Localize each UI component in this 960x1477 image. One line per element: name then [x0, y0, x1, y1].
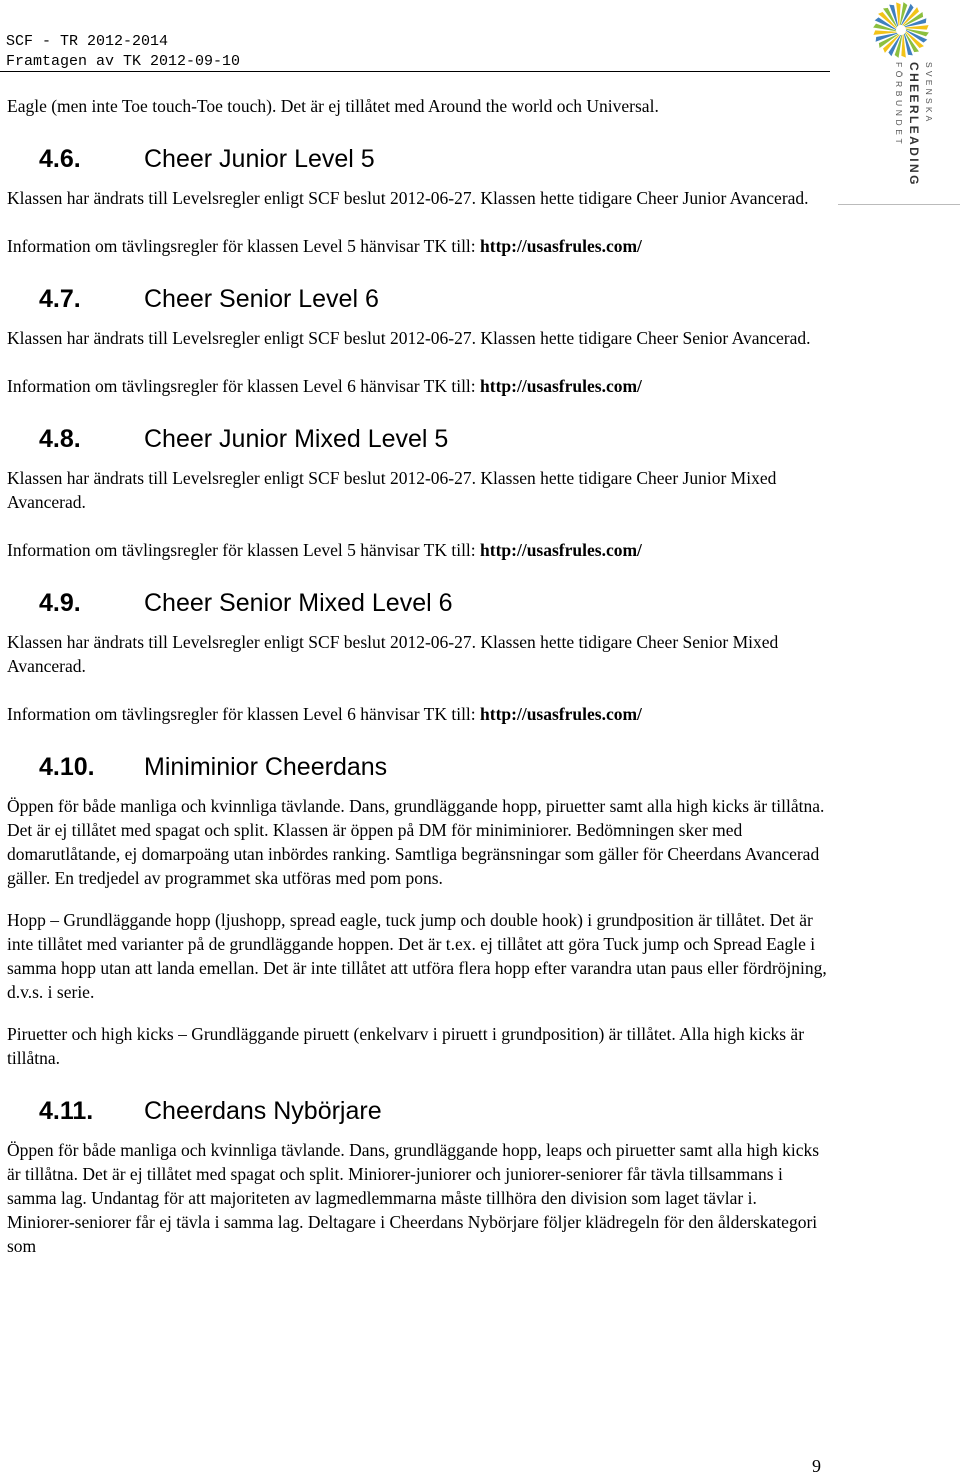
section-4-7: [7, 284, 827, 398]
section-number: 4.10.: [39, 753, 95, 781]
section-info: [7, 702, 827, 726]
section-title: Cheer Senior Level 6: [144, 285, 379, 313]
section-number: 4.7.: [39, 285, 81, 313]
info-text: Information om tävlingsregler för klassen Level 5 hänvisar TK till:: [7, 540, 481, 560]
section-paragraph: Öppen för både manliga och kvinnliga tävlande. Dans, grundläggande hopp, piruetter samt alla high kicks är tillåtna. Det är ej tillåtet med spagat och split. Klassen är öppen på DM för miniminiorer. Bedömningen sker med domarutlåtande, ej domarpoäng utan inbördes ranking. Samtliga begränsningar som gäller för Cheerdans Avancerad gäller. En tredjedel av programmet ska utföras med pom pons.: [7, 796, 825, 888]
section-number: 4.9.: [39, 589, 81, 617]
section-4-11: [7, 1096, 827, 1258]
section-info: [7, 538, 827, 562]
section-number: 4.11.: [39, 1097, 94, 1125]
logo-word-forbundet: FÖRBUNDET: [894, 62, 904, 148]
section-text: Klassen har ändrats till Levelsregler enligt SCF beslut 2012-06-27. Klassen hette tidigare Cheer Junior Mixed Avancerad.: [7, 468, 777, 512]
section-4-8: [7, 424, 827, 562]
section-title: Miniminior Cheerdans: [144, 753, 388, 781]
header-doc-id: SCF - TR 2012-2014: [6, 33, 169, 50]
section-paragraph: Piruetter och high kicks – Grundläggande piruett (enkelvarv i piruett i grundposition) är tillåtet. Alla high kicks är tillåtna.: [7, 1024, 805, 1068]
svenska-cheerleading-logo: [840, 0, 960, 205]
info-text: Information om tävlingsregler för klassen Level 6 hänvisar TK till:: [7, 704, 481, 724]
section-heading: [39, 588, 827, 618]
section-4-9: [7, 588, 827, 726]
section-title: Cheer Junior Level 5: [144, 145, 375, 173]
section-heading: [39, 424, 827, 454]
page-header: [0, 32, 240, 72]
logo-word-svenska: SVENSKA: [924, 62, 934, 125]
rules-link[interactable]: http://usasfrules.com/: [480, 236, 642, 256]
intro-paragraph: Eagle (men inte Toe touch-Toe touch). Det är ej tillåtet med Around the world och Universal.: [7, 96, 659, 116]
logo-divider: [838, 204, 960, 205]
section-title: Cheer Junior Mixed Level 5: [144, 425, 449, 453]
section-heading: [39, 752, 827, 782]
header-divider: [0, 71, 830, 72]
section-text: Klassen har ändrats till Levelsregler enligt SCF beslut 2012-06-27. Klassen hette tidigare Cheer Senior Mixed Avancerad.: [7, 632, 779, 676]
section-4-6: [7, 144, 827, 258]
section-text: Klassen har ändrats till Levelsregler enligt SCF beslut 2012-06-27. Klassen hette tidigare Cheer Senior Avancerad.: [7, 328, 811, 348]
logo-graphic: [840, 0, 960, 205]
header-date: Framtagen av TK 2012-09-10: [6, 53, 241, 70]
section-text: Klassen har ändrats till Levelsregler enligt SCF beslut 2012-06-27. Klassen hette tidigare Cheer Junior Avancerad.: [7, 188, 809, 208]
info-text: Information om tävlingsregler för klassen Level 5 hänvisar TK till:: [7, 236, 481, 256]
section-title: Cheer Senior Mixed Level 6: [144, 589, 453, 617]
section-4-10: [7, 752, 827, 1070]
section-title: Cheerdans Nybörjare: [144, 1097, 382, 1125]
logo-word-cheerleading: CHEERLEADING: [907, 62, 921, 187]
section-paragraph: Öppen för både manliga och kvinnliga tävlande. Dans, grundläggande hopp, leaps och piruetter samt alla high kicks är tillåtna. Det är ej tillåtet med spagat och split. Miniorer-juniorer och juniorer-seniorer får tävla tillsammans i samma lag. Undantag för att majoriteten av lagmedlemmarna måste tillhöra den division som laget tävlar i. Miniorer-seniorer får ej tävla i samma lag. Deltagare i Cheerdans Nybörjare följer klädregeln för den ålderskategori som: [7, 1140, 820, 1256]
page-number: 9: [812, 1456, 821, 1476]
section-paragraph: Hopp – Grundläggande hopp (ljushopp, spread eagle, tuck jump och double hook) i grundposition är tillåtet. Det är inte tillåtet med varianter på de grundläggande hoppen. Det är t.ex. ej tillåtet att göra Tuck jump och Spread Eagle i samma hopp utan att landa emellan. Det är inte tillåtet att utföra flera hopp efter varandra utan paus eller fördröjning, d.v.s. i serie.: [7, 910, 827, 1002]
section-number: 4.8.: [39, 425, 81, 453]
document-body: [7, 94, 827, 1258]
info-text: Information om tävlingsregler för klassen Level 6 hänvisar TK till:: [7, 376, 481, 396]
rules-link[interactable]: http://usasfrules.com/: [480, 540, 642, 560]
rules-link[interactable]: http://usasfrules.com/: [480, 376, 642, 396]
section-info: [7, 374, 827, 398]
section-number: 4.6.: [39, 145, 81, 173]
rules-link[interactable]: http://usasfrules.com/: [480, 704, 642, 724]
section-heading: [39, 144, 827, 174]
section-heading: [39, 1096, 827, 1126]
section-info: [7, 234, 827, 258]
section-heading: [39, 284, 827, 314]
